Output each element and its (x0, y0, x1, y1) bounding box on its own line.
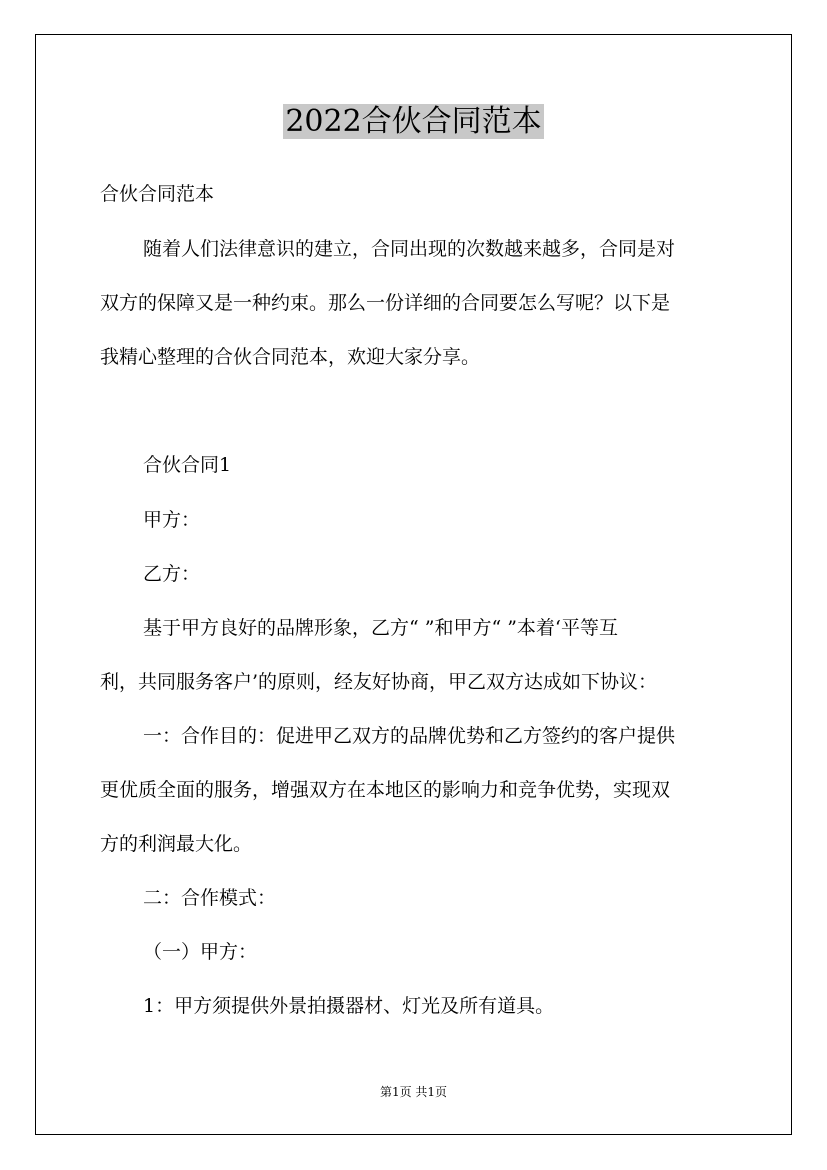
intro-line-1: 随着人们法律意识的建立，合同出现的次数越来越多，合同是对 (143, 238, 676, 260)
contract-heading: 合伙合同1 (143, 454, 232, 476)
intro-line-2: 双方的保障又是一种约束。那么一份详细的合同要怎么写呢？以下是 (100, 292, 671, 314)
clause-2-heading: 二：合作模式： (143, 887, 277, 909)
clause-2-subheading: （一）甲方： (143, 941, 258, 963)
clause-1-line-2: 更优质全面的服务，增强双方在本地区的影响力和竞争优势，实现双 (100, 779, 671, 801)
clause-1-line-3: 方的利润最大化。 (100, 833, 253, 855)
basis-line-1: 基于甲方良好的品牌形象，乙方“ ”和甲方“ ”本着‘平等互 (143, 617, 618, 639)
clause-1-line-1: 一：合作目的：促进甲乙双方的品牌优势和乙方签约的客户提供 (143, 725, 676, 747)
party-b-label: 乙方： (143, 563, 201, 585)
page-footer: 第1页 共1页 (379, 1085, 448, 1099)
clause-2-item-1: 1：甲方须提供外景拍摄器材、灯光及所有道具。 (143, 995, 555, 1017)
basis-line-2: 利，共同服务客户’的原则，经友好协商，甲乙双方达成如下协议： (100, 671, 658, 693)
document-title (0, 100, 827, 144)
party-a-label: 甲方： (143, 509, 201, 531)
document-title-text: 2022合伙合同范本 (285, 104, 542, 139)
document-subtitle: 合伙合同范本 (100, 183, 215, 205)
intro-line-3: 我精心整理的合伙合同范本，欢迎大家分享。 (100, 346, 481, 368)
